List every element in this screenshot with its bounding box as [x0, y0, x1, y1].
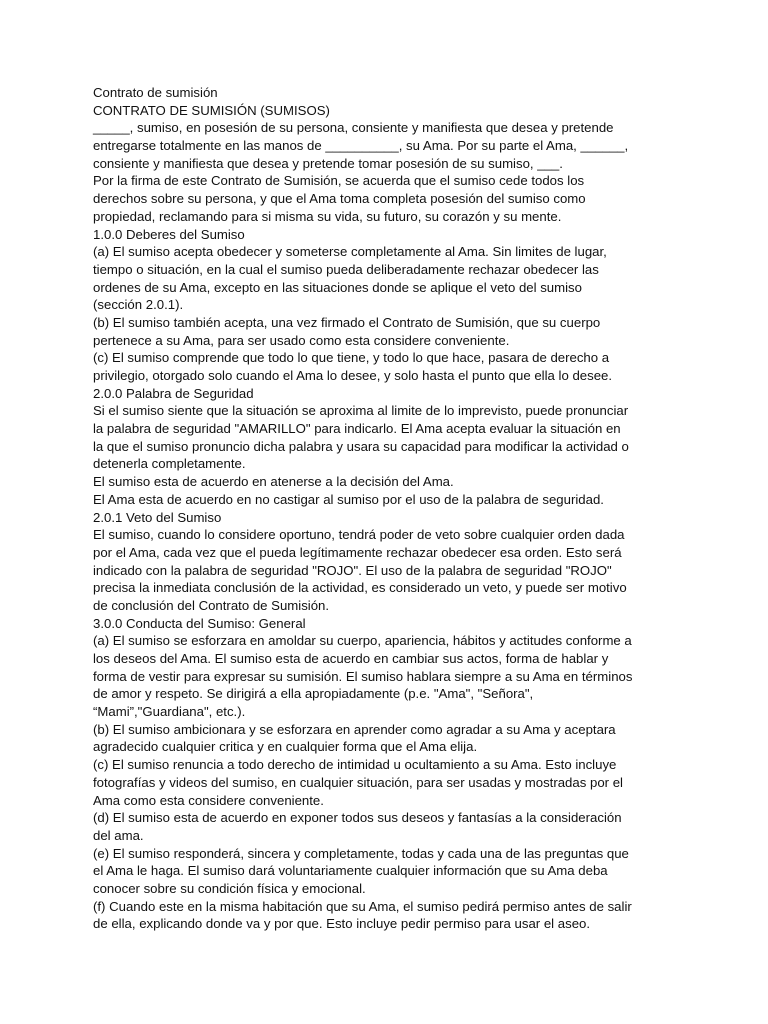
text-line: agradecido cualquier critica y en cualquier forma que el Ama elija. [93, 739, 478, 755]
text-line: de ella, explicando donde va y por que. Esto incluye pedir permiso para usar el aseo. [93, 916, 591, 932]
text-line: (f) Cuando este en la misma habitación que su Ama, el sumiso pedirá permiso antes de salir [93, 898, 632, 914]
text-line: el Ama le haga. El sumiso dará voluntariamente cualquier información que su Ama deba [93, 863, 608, 879]
text-line: Por la firma de este Contrato de Sumisión, se acuerda que el sumiso cede todos los [93, 173, 585, 189]
text-line: (b) El sumiso también acepta, una vez firmado el Contrato de Sumisión, que su cuerpo [93, 314, 601, 330]
text-line: El sumiso, cuando lo considere oportuno, tendrá poder de veto sobre cualquier orden dada [93, 527, 625, 543]
text-line: de amor y respeto. Se dirigirá a ella apropiadamente (p.e. "Ama", "Señora", [93, 686, 534, 702]
text-line: indicado con la palabra de seguridad "ROJO". El uso de la palabra de seguridad "ROJO" [93, 562, 612, 578]
text-line: pertenece a su Ama, para ser usado como esta considere conveniente. [93, 332, 510, 348]
text-line: (a) El sumiso se esforzara en amoldar su cuerpo, apariencia, hábitos y actitudes conforme a [93, 633, 632, 649]
section-heading: 3.0.0 Conducta del Sumiso: General [93, 615, 306, 631]
text-line: la que el sumiso pronuncio dicha palabra y usara su capacidad para modificar la actividad o [93, 438, 629, 454]
text-line: (a) El sumiso acepta obedecer y someterse completamente al Ama. Sin limites de lugar, [93, 244, 607, 260]
text-line: Ama como esta considere conveniente. [93, 792, 324, 808]
text-line: tiempo o situación, en la cual el sumiso pueda deliberadamente rechazar obedecer las [93, 261, 599, 277]
text-line: por el Ama, cada vez que el pueda legítimamente rechazar obedecer esa orden. Esto será [93, 544, 622, 560]
text-line: (d) El sumiso esta de acuerdo en exponer todos sus deseos y fantasías a la consideración [93, 810, 622, 826]
text-line: derechos sobre su persona, y que el Ama toma completa posesión del sumiso como [93, 191, 586, 207]
section-heading: 2.0.0 Palabra de Seguridad [93, 385, 254, 401]
text-line: de conclusión del Contrato de Sumisión. [93, 597, 330, 613]
text-line: “Mami”,"Guardiana", etc.). [93, 704, 246, 720]
text-line: entregarse totalmente en las manos de __________, su Ama. Por su parte el Ama, ______, [93, 138, 629, 154]
text-line: los deseos del Ama. El sumiso esta de acuerdo en cambiar sus actos, forma de hablar y [93, 651, 609, 666]
text-line: fotografías y videos del sumiso, en cualquier situación, para ser usadas y mostradas por el [93, 774, 623, 790]
text-line: del ama. [93, 827, 144, 843]
text-line: propiedad, reclamando para si misma su vida, su futuro, su corazón y su mente. [93, 208, 562, 224]
text-line: precisa la inmediata conclusión de la actividad, es considerado un veto, y puede ser motivo [93, 580, 627, 596]
text-line: forma de vestir para expresar su sumisión. El sumiso hablara siempre a su Ama en términos [93, 668, 633, 684]
section-heading: 2.0.1 Veto del Sumiso [93, 509, 222, 525]
text-line: El sumiso esta de acuerdo en atenerse a la decisión del Ama. [93, 474, 454, 490]
text-line: (c) El sumiso renuncia a todo derecho de intimidad u ocultamiento a su Ama. Esto incluye [93, 757, 617, 773]
text-line: (b) El sumiso ambicionara y se esforzara en aprender como agradar a su Ama y aceptara [93, 721, 616, 737]
text-line: conocer sobre su condición física y emocional. [93, 880, 366, 896]
text-line: (sección 2.0.1). [93, 297, 184, 313]
text-line: Si el sumiso siente que la situación se aproxima al limite de lo imprevisto, puede pronunciar [93, 403, 629, 419]
contract-heading: CONTRATO DE SUMISIÓN (SUMISOS) [93, 102, 330, 118]
text-line: (e) El sumiso responderá, sincera y completamente, todas y cada una de las preguntas que [93, 845, 629, 861]
document-title: Contrato de sumisión [93, 85, 218, 100]
text-line: ordenes de su Ama, excepto en las situaciones donde se aplique el veto del sumiso [93, 279, 582, 295]
text-line: la palabra de seguridad "AMARILLO" para indicarlo. El Ama acepta evaluar la situación en [93, 421, 621, 437]
section-heading: 1.0.0 Deberes del Sumiso [93, 226, 245, 242]
text-line: (c) El sumiso comprende que todo lo que tiene, y todo lo que hace, pasara de derecho a [93, 350, 610, 366]
text-line: consiente y manifiesta que desea y pretende tomar posesión de su sumiso, ___. [93, 155, 563, 171]
text-line: El Ama esta de acuerdo en no castigar al sumiso por el uso de la palabra de seguridad. [93, 491, 604, 507]
document-page [93, 84, 683, 933]
text-line: detenerla completamente. [93, 456, 246, 472]
text-line: _____, sumiso, en posesión de su persona, consiente y manifiesta que desea y pretende [93, 120, 614, 136]
text-line: privilegio, otorgado solo cuando el Ama lo desee, y solo hasta el punto que ella lo desee. [93, 368, 613, 383]
